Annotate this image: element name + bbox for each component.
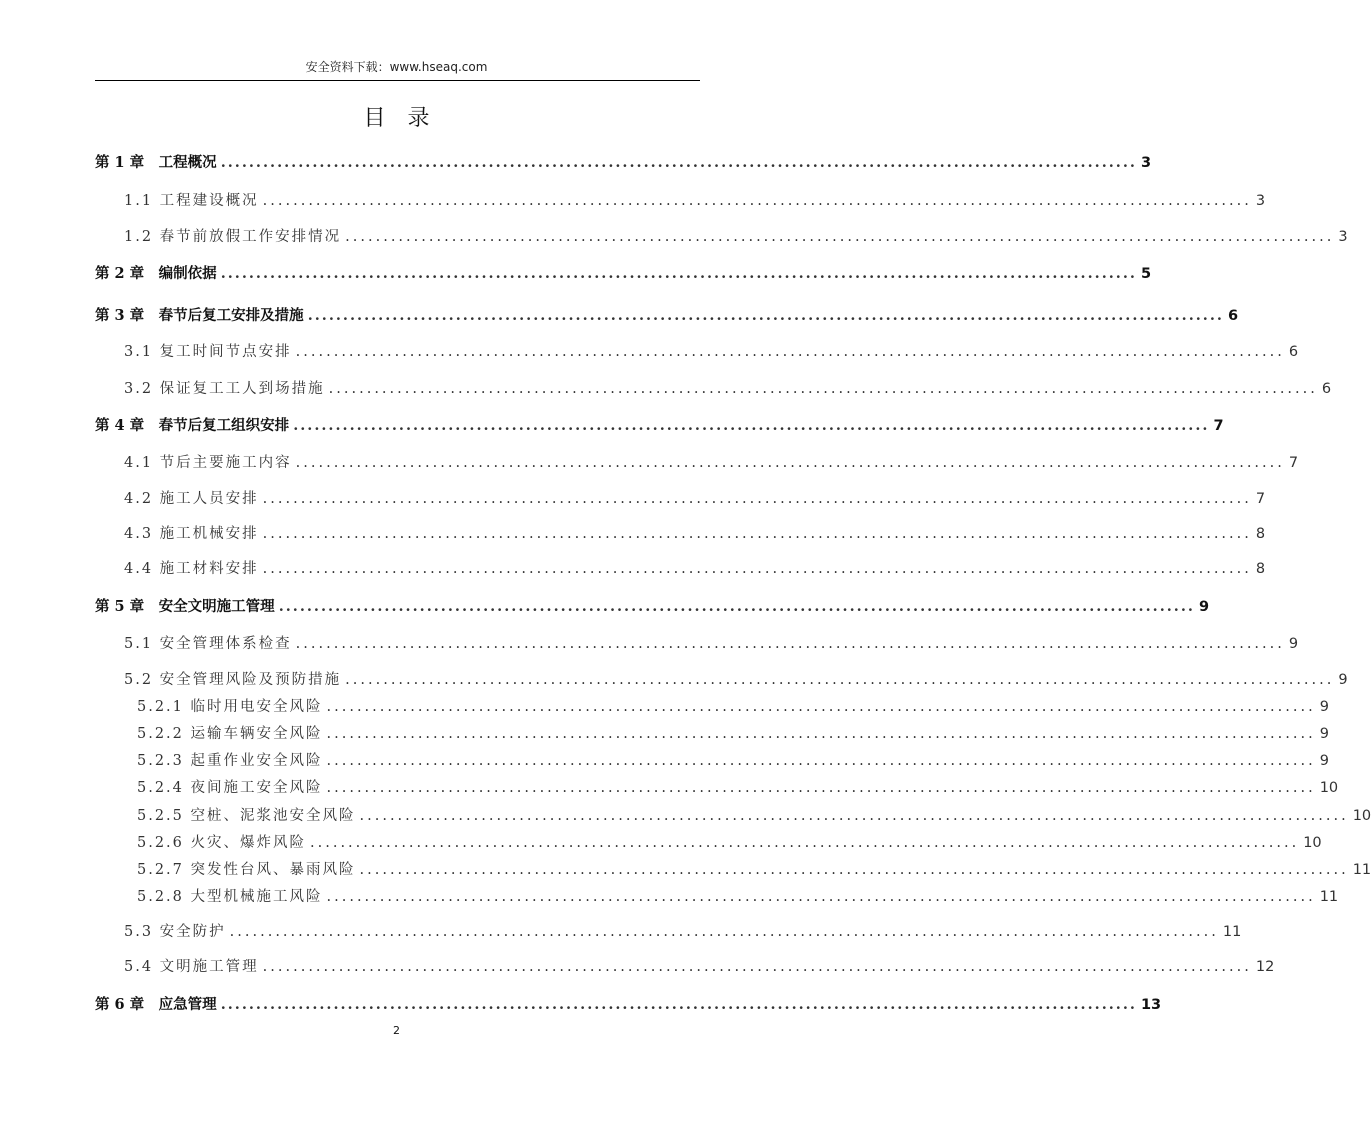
toc-entry-page: 10 [1303, 835, 1322, 851]
toc-entry-4-4[interactable] [124, 557, 1266, 581]
toc-entry-page: 8 [1255, 561, 1266, 577]
toc-leader-dots: .................................................................................................................................. [229, 924, 1219, 940]
toc-leader-dots: .................................................................................................................................. [307, 307, 1224, 324]
toc-entry-page: 11 [1319, 889, 1339, 905]
toc-entry-chapter-2[interactable] [95, 262, 1152, 286]
toc-entry-page: 6 [1321, 381, 1332, 397]
toc-entry-label: 4.4 施工材料安排 [124, 561, 259, 577]
toc-entry-chapter-1[interactable] [95, 151, 1152, 175]
toc-entry-label: 第 3 章 春节后复工安排及措施 [95, 307, 304, 324]
toc-leader-dots: .................................................................................................................................. [328, 381, 1318, 397]
toc-entry-label: 5.4 文明施工管理 [124, 959, 259, 975]
toc-entry-5-2-7[interactable] [137, 858, 1371, 882]
toc-entry-5-3[interactable] [124, 920, 1242, 944]
page-number: 2 [393, 1024, 400, 1037]
toc-entry-label: 5.3 安全防护 [124, 924, 226, 940]
toc-leader-dots: .................................................................................................................................. [262, 526, 1252, 542]
toc-leader-dots: .................................................................................................................................. [295, 455, 1285, 471]
toc-entry-page: 9 [1198, 599, 1210, 615]
toc-leader-dots: .................................................................................................................................. [326, 889, 1316, 905]
toc-entry-page: 9 [1319, 699, 1329, 715]
toc-entry-label: 5.2.7 突发性台风、暴雨风险 [137, 862, 356, 878]
toc-entry-page: 9 [1288, 636, 1299, 652]
toc-entry-page: 3 [1140, 155, 1152, 171]
toc-entry-page: 6 [1227, 308, 1239, 324]
toc-entry-page: 5 [1140, 266, 1152, 282]
toc-entry-5-4[interactable] [124, 955, 1275, 979]
toc-entry-5-2-2[interactable] [137, 722, 1329, 746]
toc-entry-label: 5.2.2 运输车辆安全风险 [137, 726, 323, 742]
toc-entry-label: 4.2 施工人员安排 [124, 491, 259, 507]
toc-title: 目录 [363, 106, 452, 131]
toc-entry-label: 3.1 复工时间节点安排 [124, 344, 292, 360]
toc-entry-5-2-5[interactable] [137, 804, 1371, 828]
toc-entry-1-2[interactable] [124, 225, 1348, 249]
toc-entry-label: 5.2.4 夜间施工安全风险 [137, 780, 323, 796]
toc-entry-page: 6 [1288, 344, 1299, 360]
toc-entry-label: 1.1 工程建设概况 [124, 193, 259, 209]
toc-entry-label: 4.1 节后主要施工内容 [124, 455, 292, 471]
toc-entry-4-2[interactable] [124, 487, 1266, 511]
toc-entry-page: 3 [1338, 229, 1348, 245]
toc-entry-5-2-1[interactable] [137, 695, 1329, 719]
toc-entry-label: 1.2 春节前放假工作安排情况 [124, 229, 342, 245]
toc-entry-5-2-4[interactable] [137, 776, 1339, 800]
toc-entry-5-2-6[interactable] [137, 831, 1322, 855]
toc-leader-dots: .................................................................................................................................. [326, 780, 1316, 796]
toc-leader-dots: .................................................................................................................................. [295, 636, 1285, 652]
toc-entry-label: 第 4 章 春节后复工组织安排 [95, 417, 290, 434]
toc-entry-5-1[interactable] [124, 632, 1299, 656]
toc-leader-dots: .................................................................................................................................. [295, 344, 1285, 360]
toc-entry-label: 第 1 章 工程概况 [95, 154, 217, 171]
toc-entry-5-2-3[interactable] [137, 749, 1329, 773]
toc-entry-chapter-5[interactable] [95, 595, 1210, 619]
toc-leader-dots: .................................................................................................................................. [220, 154, 1137, 171]
toc-entry-label: 第 6 章 应急管理 [95, 996, 217, 1013]
toc-entry-page: 8 [1255, 526, 1266, 542]
toc-leader-dots: .................................................................................................................................. [359, 808, 1349, 824]
toc-entry-1-1[interactable] [124, 189, 1266, 213]
toc-entry-page: 9 [1319, 753, 1329, 769]
toc-entry-label: 第 5 章 安全文明施工管理 [95, 598, 275, 615]
toc-entry-label: 第 2 章 编制依据 [95, 265, 217, 282]
toc-entry-page: 10 [1352, 808, 1371, 824]
toc-entry-5-2-8[interactable] [137, 885, 1339, 909]
toc-entry-page: 7 [1288, 455, 1299, 471]
toc-entry-5-2[interactable] [124, 668, 1348, 692]
toc-entry-label: 5.2.3 起重作业安全风险 [137, 753, 323, 769]
toc-entry-page: 7 [1255, 491, 1266, 507]
toc-entry-page: 13 [1140, 997, 1162, 1013]
toc-entry-4-1[interactable] [124, 451, 1299, 475]
toc-leader-dots: .................................................................................................................................. [345, 229, 1335, 245]
toc-entry-page: 3 [1255, 193, 1266, 209]
toc-leader-dots: .................................................................................................................................. [310, 835, 1300, 851]
toc-entry-chapter-3[interactable] [95, 304, 1239, 328]
toc-leader-dots: .................................................................................................................................. [326, 726, 1316, 742]
toc-entry-chapter-6[interactable] [95, 993, 1162, 1017]
toc-leader-dots: .................................................................................................................................. [220, 265, 1137, 282]
header-divider [95, 80, 700, 81]
toc-entry-4-3[interactable] [124, 522, 1266, 546]
toc-entry-page: 9 [1319, 726, 1329, 742]
toc-entry-label: 4.3 施工机械安排 [124, 526, 259, 542]
toc-entry-label: 5.2.8 大型机械施工风险 [137, 889, 323, 905]
toc-entry-3-1[interactable] [124, 340, 1299, 364]
toc-entry-label: 5.2.1 临时用电安全风险 [137, 699, 323, 715]
toc-entry-page: 11 [1222, 924, 1242, 940]
toc-entry-label: 3.2 保证复工工人到场措施 [124, 381, 325, 397]
toc-leader-dots: .................................................................................................................................. [220, 996, 1137, 1013]
toc-entry-label: 5.2.5 空桩、泥浆池安全风险 [137, 808, 356, 824]
toc-leader-dots: .................................................................................................................................. [278, 598, 1195, 615]
toc-entry-page: 12 [1255, 959, 1275, 975]
toc-entry-page: 11 [1352, 862, 1371, 878]
toc-leader-dots: .................................................................................................................................. [326, 753, 1316, 769]
toc-leader-dots: .................................................................................................................................. [326, 699, 1316, 715]
toc-entry-label: 5.2 安全管理风险及预防措施 [124, 672, 342, 688]
toc-leader-dots: .................................................................................................................................. [262, 959, 1252, 975]
toc-entry-3-2[interactable] [124, 377, 1332, 401]
toc-entry-page: 7 [1213, 418, 1224, 434]
toc-leader-dots: .................................................................................................................................. [345, 672, 1335, 688]
toc-leader-dots: .................................................................................................................................. [262, 561, 1252, 577]
toc-entry-label: 5.1 安全管理体系检查 [124, 636, 292, 652]
toc-leader-dots: .................................................................................................................................. [293, 417, 1210, 434]
toc-entry-page: 9 [1338, 672, 1348, 688]
toc-leader-dots: .................................................................................................................................. [262, 491, 1252, 507]
toc-entry-page: 10 [1319, 780, 1339, 796]
toc-leader-dots: .................................................................................................................................. [262, 193, 1252, 209]
toc-entry-label: 5.2.6 火灾、爆炸风险 [137, 835, 307, 851]
toc-leader-dots: .................................................................................................................................. [359, 862, 1349, 878]
header-site-text: 安全资料下载：www.hseaq.com [305, 60, 488, 74]
toc-entry-chapter-4[interactable] [95, 414, 1224, 438]
